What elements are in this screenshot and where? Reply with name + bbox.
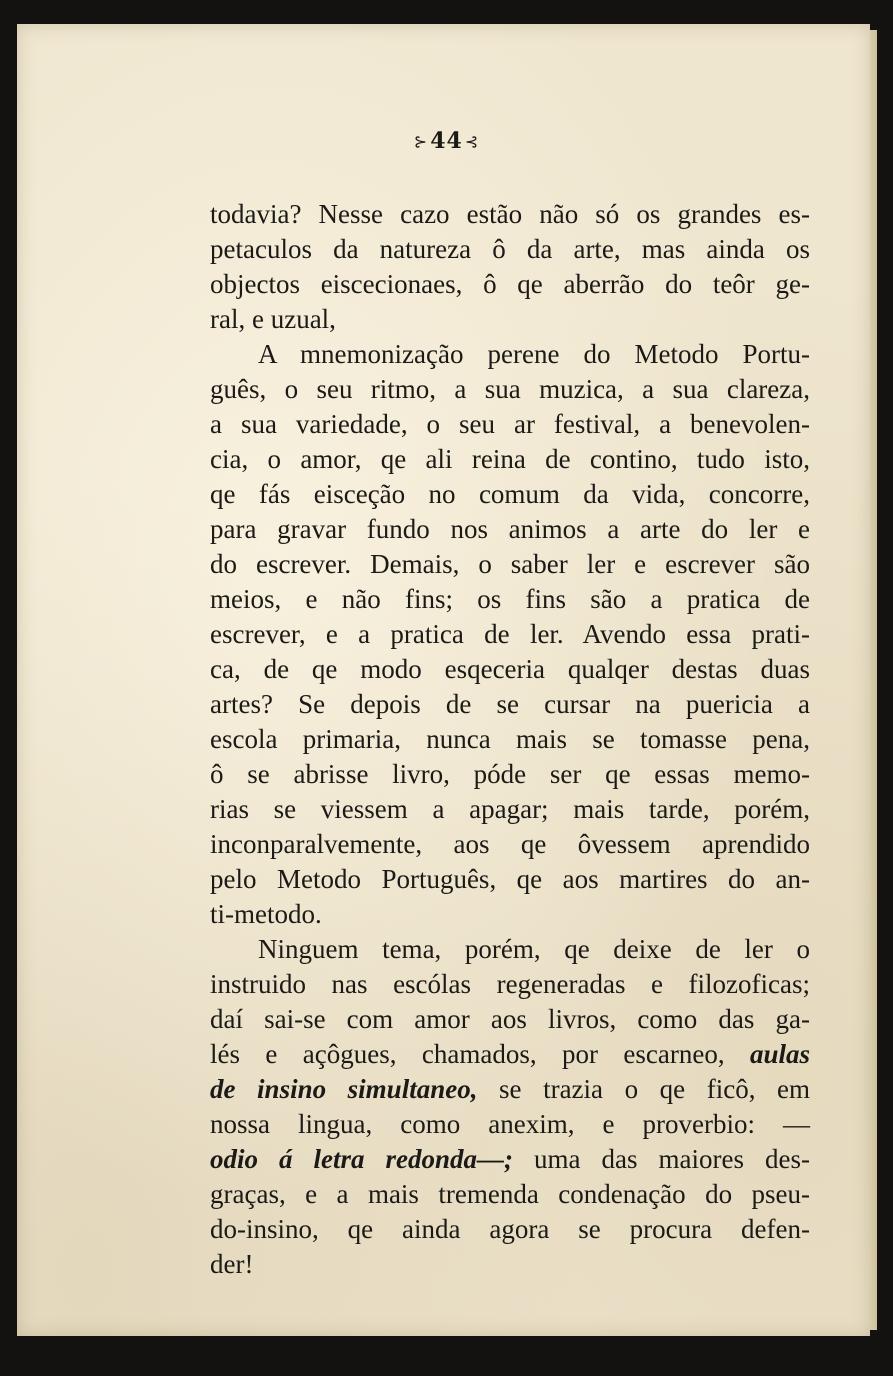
text-line: [210, 1072, 810, 1107]
header-left-ornament: ⊱: [413, 131, 429, 151]
italic-phrase: de insino simultaneo,: [210, 1074, 478, 1104]
text-line: daí sai-se com amor aos livros, como das ga-: [210, 1004, 810, 1034]
page-header: [0, 128, 893, 154]
text-segment: lés e açôgues, chamados, por escarneo,: [210, 1039, 750, 1069]
body-text: [210, 197, 810, 1282]
text-line: nossa lingua, como anexim, e proverbio: —: [210, 1109, 810, 1139]
text-segment: se trazia o qe ficô, em: [477, 1074, 810, 1104]
text-line: a sua variedade, o seu ar festival, a benevolen-: [210, 409, 810, 439]
text-line: ti-metodo.: [210, 899, 322, 929]
text-line: graças, e a mais tremenda condenação do pseu-: [210, 1179, 810, 1209]
text-line: meios, e não fins; os fins são a pratica de: [210, 584, 810, 614]
text-line: objectos eiscecionaes, ô qe aberrão do teôr ge-: [210, 269, 810, 299]
text-line: der!: [210, 1249, 254, 1279]
text-line: escrever, e a pratica de ler. Avendo essa prati-: [210, 619, 810, 649]
page-number: 44: [430, 128, 463, 154]
text-line: ral, e uzual,: [210, 304, 336, 334]
text-line: do-insino, qe ainda agora se procura defen-: [210, 1214, 810, 1244]
italic-phrase: odio á letra redonda—;: [210, 1144, 514, 1174]
text-line: qe fás eisceção no comum da vida, concorre,: [210, 479, 810, 509]
text-line: Ninguem tema, porém, qe deixe de ler o: [258, 934, 810, 964]
text-line: do escrever. Demais, o saber ler e escrever são: [210, 549, 810, 579]
text-line: [210, 1142, 810, 1177]
text-line: A mnemonização perene do Metodo Portu-: [258, 339, 810, 369]
text-line: cia, o amor, qe ali reina de contino, tudo isto,: [210, 444, 810, 474]
text-line: todavia? Nesse cazo estão não só os grandes es-: [210, 199, 810, 229]
text-line: escola primaria, nunca mais se tomasse pena,: [210, 724, 810, 754]
text-segment: uma das maiores des-: [513, 1144, 810, 1174]
text-line: inconparalvemente, aos qe ôvessem aprendido: [210, 829, 810, 859]
text-line: [210, 1037, 810, 1072]
italic-phrase: aulas: [749, 1039, 810, 1069]
text-line: ô se abrisse livro, póde ser qe essas memo-: [210, 759, 810, 789]
text-line: ca, de qe modo esqeceria qualqer destas duas: [210, 654, 810, 684]
header-right-ornament: ⊰: [464, 131, 480, 151]
text-line: rias se viessem a apagar; mais tarde, porém,: [210, 794, 810, 824]
text-line: pelo Metodo Português, qe aos martires do an-: [210, 864, 810, 894]
text-line: petaculos da natureza ô da arte, mas ainda os: [210, 234, 810, 264]
text-line: guês, o seu ritmo, a sua muzica, a sua clareza,: [210, 374, 810, 404]
text-line: instruido nas escólas regeneradas e filozoficas;: [210, 969, 810, 999]
text-line: para gravar fundo nos animos a arte do ler e: [210, 514, 810, 544]
text-line: artes? Se depois de se cursar na puericia a: [210, 689, 810, 719]
